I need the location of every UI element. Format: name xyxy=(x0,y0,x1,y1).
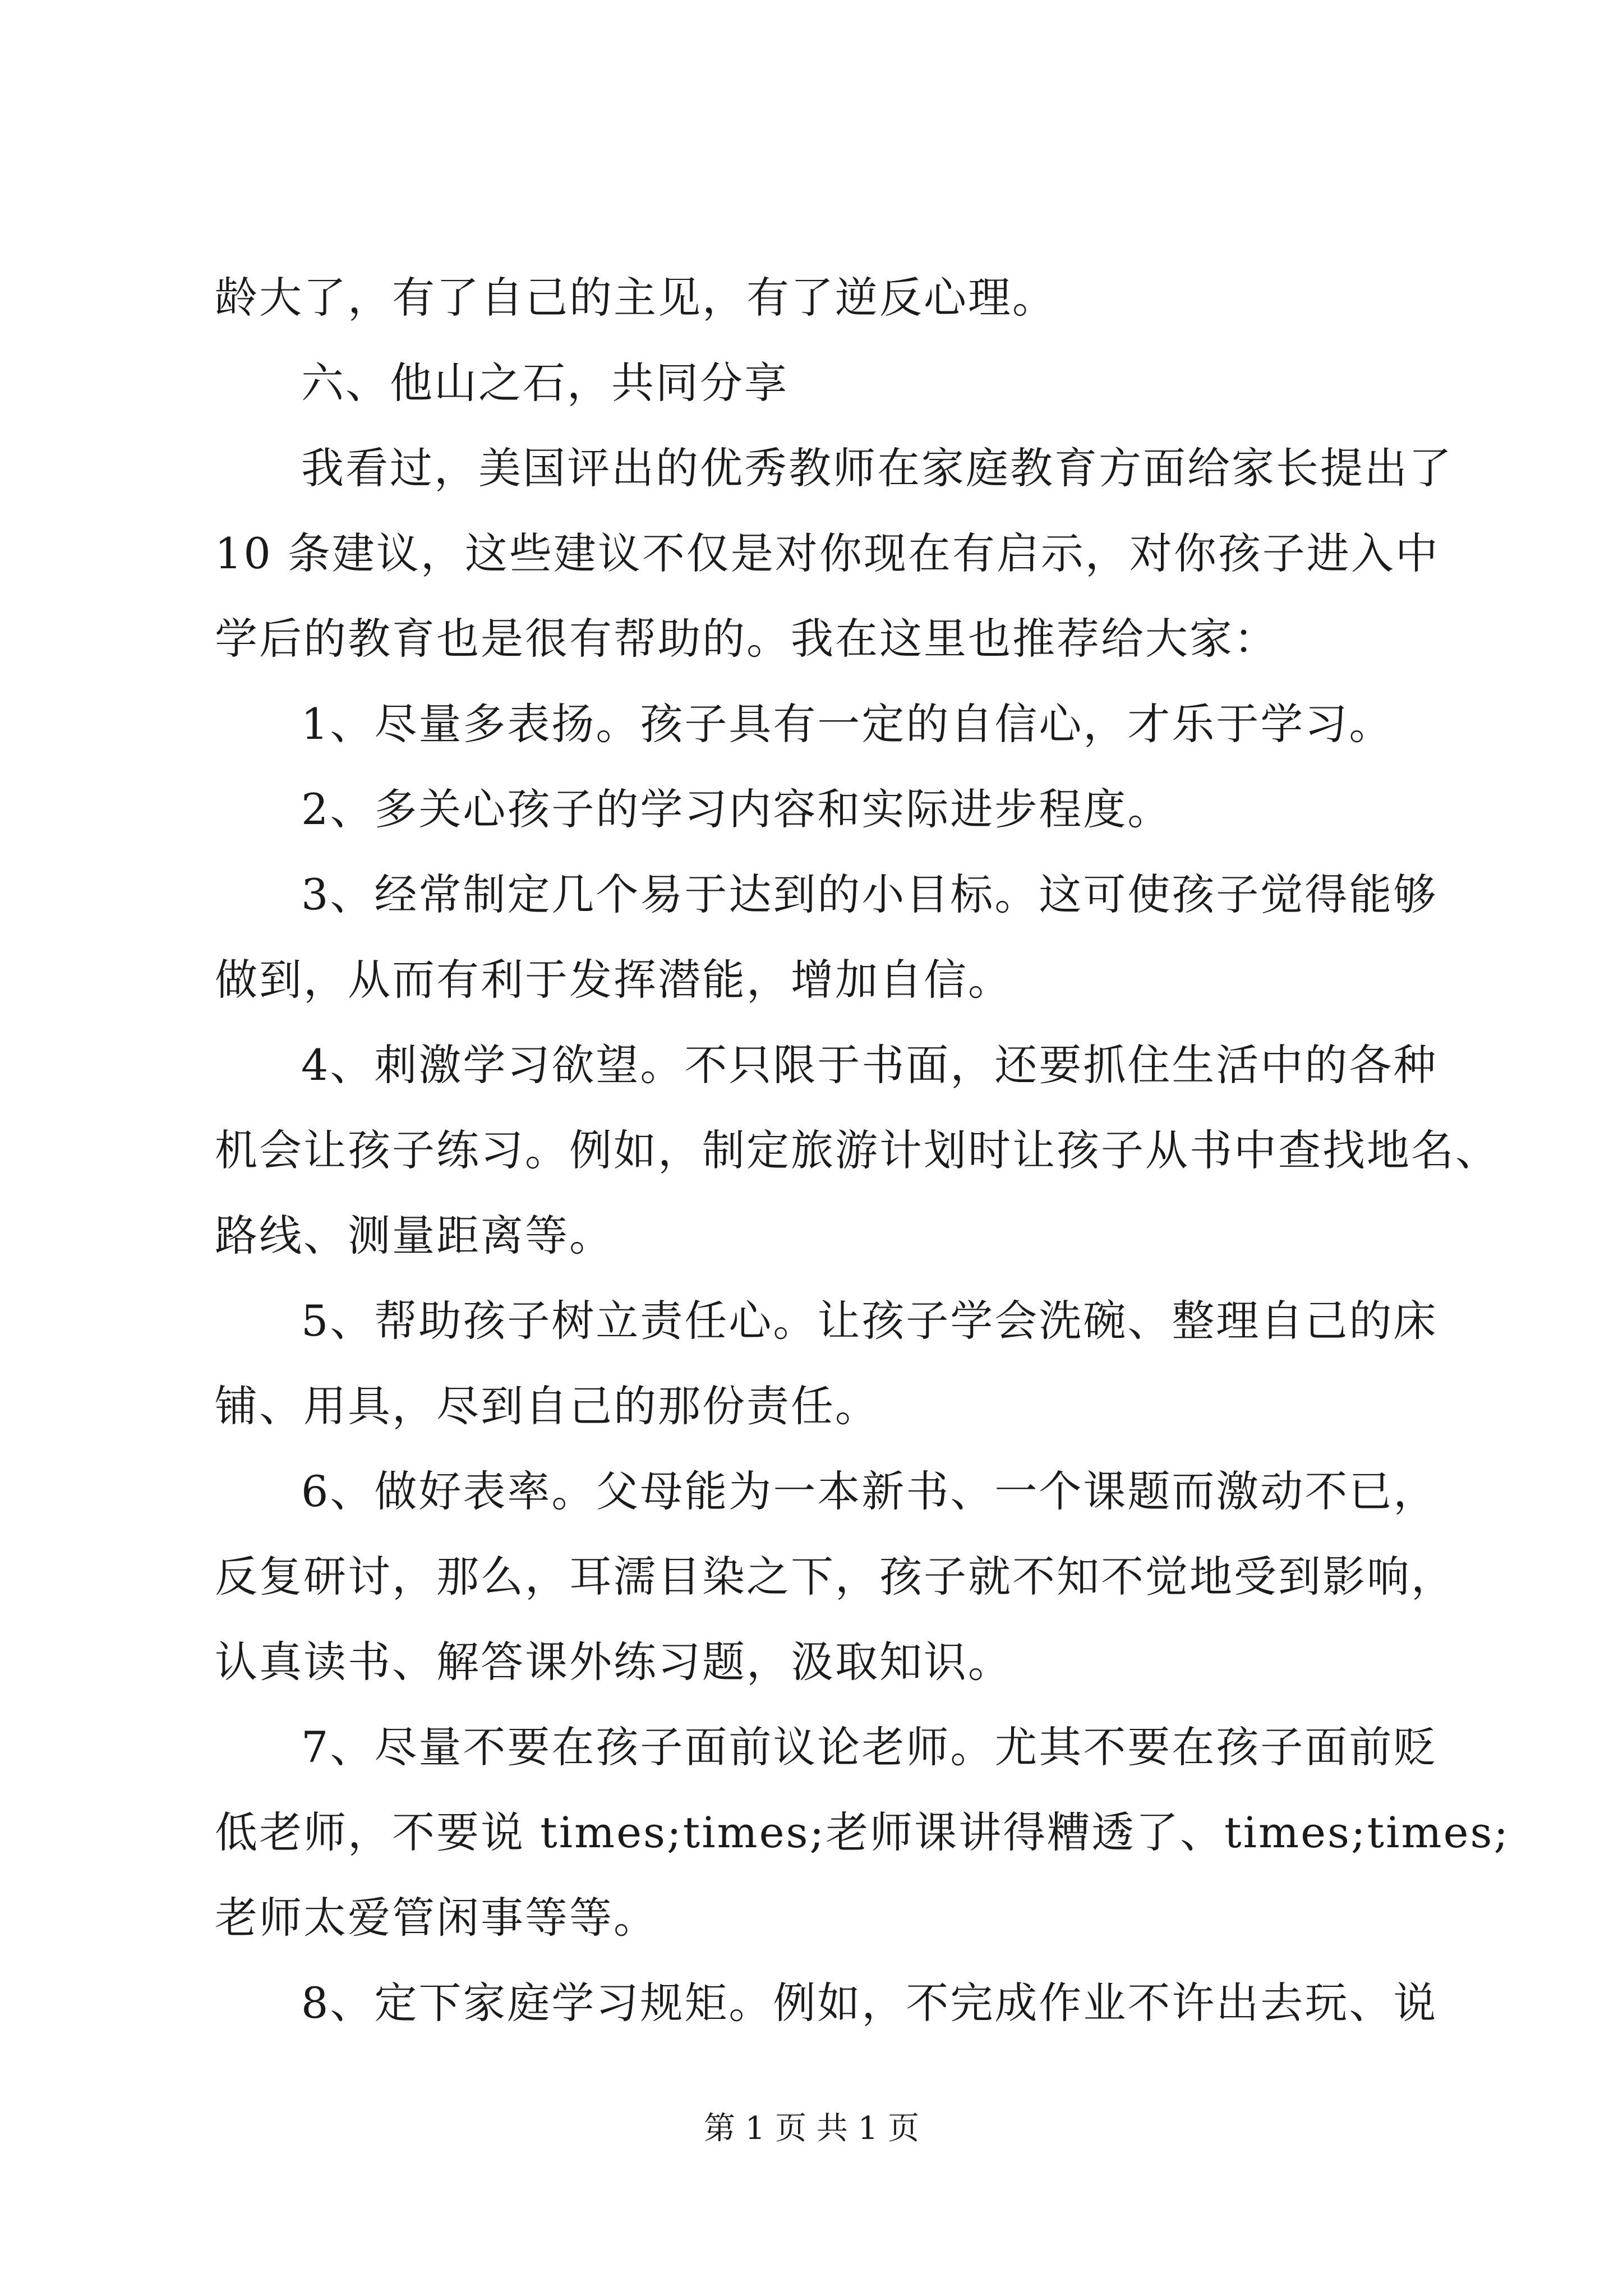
text-line: 做到，从而有利于发挥潜能，增加自信。 xyxy=(215,955,1012,1005)
page-number: 第 1 页 共 1 页 xyxy=(703,2110,920,2147)
list-item: 3、经常制定几个易于达到的小目标。这可使孩子觉得能够 xyxy=(301,869,1438,919)
text-line: 铺、用具，尽到自己的那份责任。 xyxy=(215,1381,879,1431)
list-item: 4、刺激学习欲望。不只限于书面，还要抓住生活中的各种 xyxy=(301,1040,1438,1090)
list-item: 1、尽量多表扬。孩子具有一定的自信心，才乐于学习。 xyxy=(301,699,1394,749)
text-line: 龄大了，有了自己的主见，有了逆反心理。 xyxy=(215,273,1057,323)
text-line: 认真读书、解答课外练习题，汲取知识。 xyxy=(215,1637,1012,1687)
text-line: 低老师，不要说 times;times;老师课讲得糟透了、times;times; xyxy=(215,1807,1510,1857)
text-line: 我看过，美国评出的优秀教师在家庭教育方面给家长提出了 xyxy=(301,443,1453,493)
document-body xyxy=(215,255,1510,2046)
list-item: 5、帮助孩子树立责任心。让孩子学会洗碗、整理自己的床 xyxy=(301,1296,1438,1346)
page-footer xyxy=(0,2109,1623,2148)
text-line: 学后的教育也是很有帮助的。我在这里也推荐给大家： xyxy=(215,614,1278,664)
text-line: 路线、测量距离等。 xyxy=(215,1211,614,1260)
list-item: 8、定下家庭学习规矩。例如，不完成作业不许出去玩、说 xyxy=(301,1978,1438,2028)
text-line: 10 条建议，这些建议不仅是对你现在有启示，对你孩子进入中 xyxy=(215,528,1440,578)
list-item: 2、多关心孩子的学习内容和实际进步程度。 xyxy=(301,784,1172,834)
text-line: 机会让孩子练习。例如，制定旅游计划时让孩子从书中查找地名、 xyxy=(215,1125,1500,1175)
text-line: 反复研讨，那么，耳濡目染之下，孩子就不知不觉地受到影响， xyxy=(215,1552,1455,1602)
list-item: 6、做好表率。父母能为一本新书、一个课题而激动不已， xyxy=(301,1466,1438,1516)
text-line: 老师太爱管闲事等等。 xyxy=(215,1893,658,1943)
section-heading: 六、他山之石，共同分享 xyxy=(301,358,789,408)
list-item: 7、尽量不要在孩子面前议论老师。尤其不要在孩子面前贬 xyxy=(301,1722,1438,1772)
